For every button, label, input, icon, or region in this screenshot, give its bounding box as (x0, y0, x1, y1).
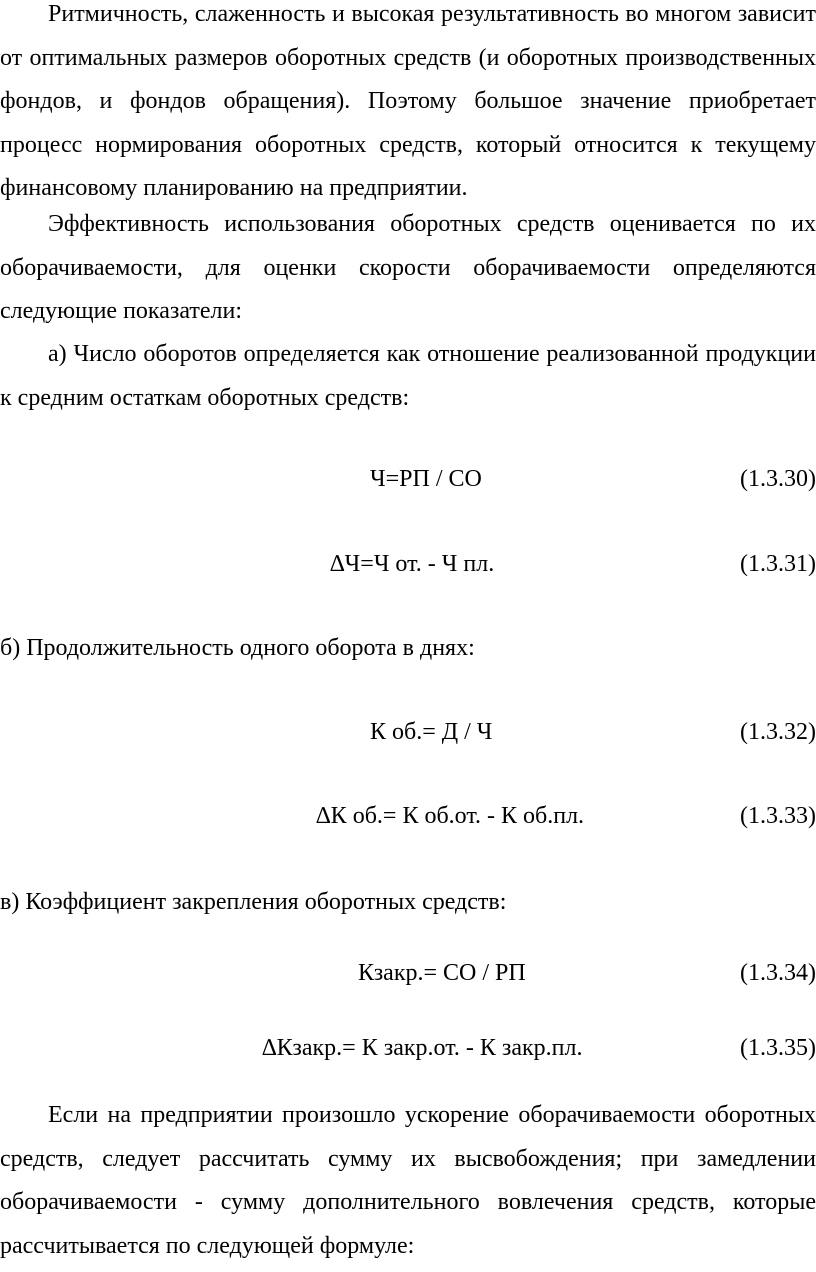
formula-expression: Ч=РП / СО (370, 466, 482, 492)
formula-row-1-3-32 (0, 715, 816, 749)
formula-number: (1.3.32) (740, 719, 816, 745)
formula-row-1-3-30 (0, 462, 816, 496)
paragraph-fixing-coefficient: в) Коэффициент закрепления оборотных средств: (0, 889, 507, 915)
formula-row-1-3-31 (0, 547, 816, 581)
formula-number: (1.3.35) (740, 1035, 816, 1061)
formula-row-1-3-35 (0, 1031, 816, 1065)
formula-number: (1.3.34) (740, 960, 816, 986)
formula-row-1-3-34 (0, 956, 816, 990)
formula-number: (1.3.30) (740, 466, 816, 492)
formula-expression: ∆Ч=Ч от. - Ч пл. (330, 551, 495, 577)
formula-number: (1.3.31) (740, 551, 816, 577)
paragraph-turnover-count: а) Число оборотов определяется как отношение реализованной продукции к средним остаткам оборотных средств: (0, 341, 816, 411)
formula-expression: ∆К об.= К об.от. - К об.пл. (316, 803, 585, 829)
formula-row-1-3-33 (0, 799, 816, 833)
paragraph-turnover-duration: б) Продолжительность одного оборота в днях: (0, 635, 475, 661)
formula-expression: Кзакр.= СО / РП (358, 960, 526, 986)
paragraph-rhythmicity: Ритмичность, слаженность и высокая результативность во многом зависит от оптимальных размеров оборотных средств (и оборотных производственных фондов, и фондов обращения). Поэтому большое значение приобретает процесс нормирования оборотных средств, который относится к текущему финансовому планированию на предприятии. (0, 1, 816, 201)
formula-number: (1.3.33) (740, 803, 816, 829)
formula-expression: ∆Кзакр.= К закр.от. - К закр.пл. (262, 1035, 583, 1061)
paragraph-acceleration: Если на предприятии произошло ускорение оборачиваемости оборотных средств, следует рассчитать сумму их высвобождения; при замедлении оборачиваемости - сумму дополнительного вовлечения средств, которые рассчитывается по следующей формуле: (0, 1102, 816, 1259)
paragraph-efficiency: Эффективность использования оборотных средств оценивается по их оборачиваемости, для оценки скорости оборачиваемости определяются следующие показатели: (0, 211, 816, 324)
formula-expression: К об.= Д / Ч (370, 719, 493, 745)
